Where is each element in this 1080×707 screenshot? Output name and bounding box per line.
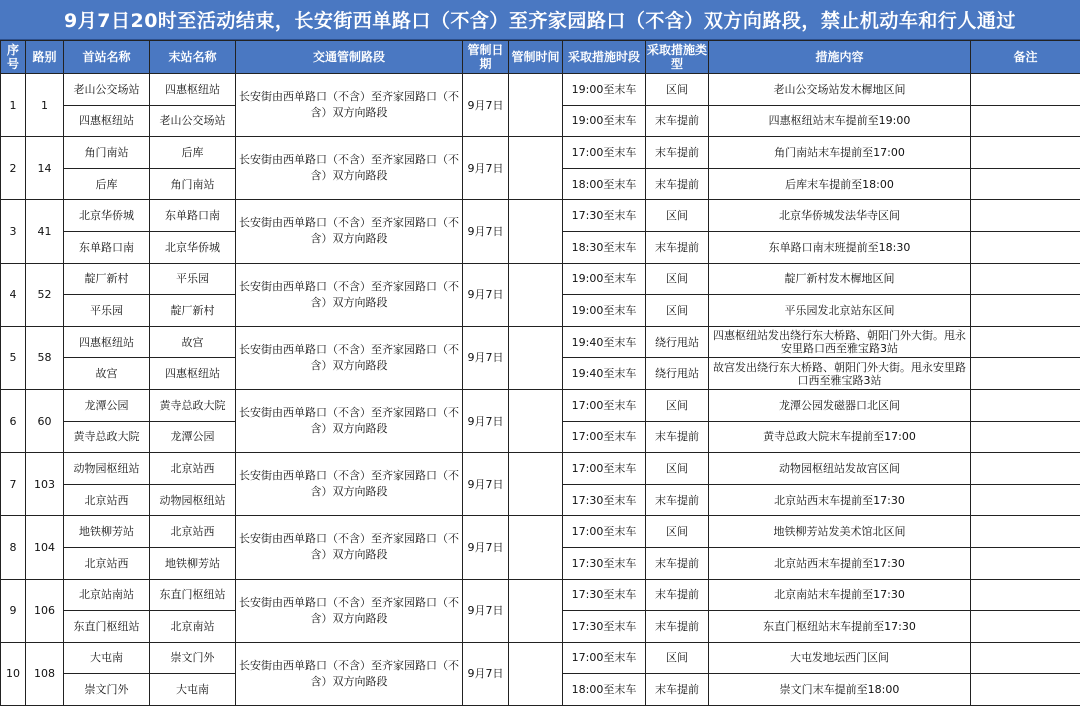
page-title: 9月7日20时至活动结束，长安街西单路口（不含）至齐家园路口（不含）双方向路段，禁止机动车和行人通过 xyxy=(0,0,1080,40)
measure-content-cell: 龙潭公园发磁器口北区间 xyxy=(709,389,971,421)
first-stop-cell: 老山公交场站 xyxy=(64,74,150,106)
control-date-cell: 9月7日 xyxy=(463,326,509,389)
first-stop-cell: 东单路口南 xyxy=(64,231,150,263)
first-stop-cell: 动物园枢纽站 xyxy=(64,453,150,485)
row-number-cell: 3 xyxy=(1,200,26,263)
table-header-row xyxy=(1,41,1080,74)
notes-cell xyxy=(971,389,1080,421)
measure-content-cell: 大屯发地坛西门区间 xyxy=(709,642,971,674)
first-stop-cell: 四惠枢纽站 xyxy=(64,326,150,358)
first-stop-cell: 崇文门外 xyxy=(64,674,150,706)
measure-type-cell: 区间 xyxy=(646,74,709,106)
measure-type-cell: 末车提前 xyxy=(646,168,709,200)
first-stop-cell: 角门南站 xyxy=(64,137,150,169)
control-time-cell xyxy=(509,389,563,452)
control-time-cell xyxy=(509,200,563,263)
last-stop-cell: 崇文门外 xyxy=(150,642,236,674)
route-cell: 1 xyxy=(26,74,64,137)
route-cell: 104 xyxy=(26,516,64,579)
measure-type-cell: 末车提前 xyxy=(646,105,709,137)
first-stop-cell: 四惠枢纽站 xyxy=(64,105,150,137)
notes-cell xyxy=(971,642,1080,674)
control-section-cell: 长安街由西单路口（不含）至齐家园路口（不含）双方向路段 xyxy=(236,137,463,200)
measure-type-cell: 绕行甩站 xyxy=(646,358,709,390)
first-stop-cell: 平乐园 xyxy=(64,295,150,327)
first-stop-cell: 北京站南站 xyxy=(64,579,150,611)
measure-content-cell: 黄寺总政大院末车提前至17:00 xyxy=(709,421,971,453)
control-section-cell: 长安街由西单路口（不含）至齐家园路口（不含）双方向路段 xyxy=(236,74,463,137)
measure-content-cell: 四惠枢纽站发出绕行东大桥路、朝阳门外大街。甩永安里路口西至雅宝路3站 xyxy=(709,326,971,358)
table-row xyxy=(1,642,1080,674)
first-stop-cell: 龙潭公园 xyxy=(64,389,150,421)
measure-content-cell: 东直门枢纽站末车提前至17:30 xyxy=(709,611,971,643)
row-number-cell: 9 xyxy=(1,579,26,642)
header-last-stop: 末站名称 xyxy=(150,41,236,74)
first-stop-cell: 故宫 xyxy=(64,358,150,390)
measure-period-cell: 17:30至末车 xyxy=(563,484,646,516)
header-first-stop: 首站名称 xyxy=(64,41,150,74)
measure-type-cell: 区间 xyxy=(646,516,709,548)
notes-cell xyxy=(971,168,1080,200)
control-date-cell: 9月7日 xyxy=(463,579,509,642)
last-stop-cell: 东直门枢纽站 xyxy=(150,579,236,611)
measure-period-cell: 17:30至末车 xyxy=(563,200,646,232)
table-row xyxy=(1,200,1080,232)
measure-type-cell: 绕行甩站 xyxy=(646,326,709,358)
control-section-cell: 长安街由西单路口（不含）至齐家园路口（不含）双方向路段 xyxy=(236,326,463,389)
measure-period-cell: 19:00至末车 xyxy=(563,74,646,106)
route-cell: 103 xyxy=(26,453,64,516)
last-stop-cell: 北京南站 xyxy=(150,611,236,643)
route-cell: 41 xyxy=(26,200,64,263)
measure-type-cell: 区间 xyxy=(646,295,709,327)
measure-content-cell: 老山公交场站发木樨地区间 xyxy=(709,74,971,106)
measure-period-cell: 17:00至末车 xyxy=(563,137,646,169)
control-date-cell: 9月7日 xyxy=(463,200,509,263)
control-section-cell: 长安街由西单路口（不含）至齐家园路口（不含）双方向路段 xyxy=(236,516,463,579)
control-time-cell xyxy=(509,74,563,137)
notes-cell xyxy=(971,674,1080,706)
control-section-cell: 长安街由西单路口（不含）至齐家园路口（不含）双方向路段 xyxy=(236,579,463,642)
route-cell: 106 xyxy=(26,579,64,642)
measure-type-cell: 末车提前 xyxy=(646,579,709,611)
last-stop-cell: 平乐园 xyxy=(150,263,236,295)
header-measure-type: 采取措施类型 xyxy=(646,41,709,74)
last-stop-cell: 北京站西 xyxy=(150,516,236,548)
last-stop-cell: 地铁柳芳站 xyxy=(150,547,236,579)
notes-cell xyxy=(971,105,1080,137)
measure-type-cell: 区间 xyxy=(646,453,709,485)
control-date-cell: 9月7日 xyxy=(463,642,509,705)
first-stop-cell: 东直门枢纽站 xyxy=(64,611,150,643)
notes-cell xyxy=(971,611,1080,643)
last-stop-cell: 靛厂新村 xyxy=(150,295,236,327)
control-date-cell: 9月7日 xyxy=(463,453,509,516)
control-section-cell: 长安街由西单路口（不含）至齐家园路口（不含）双方向路段 xyxy=(236,200,463,263)
row-number-cell: 8 xyxy=(1,516,26,579)
first-stop-cell: 靛厂新村 xyxy=(64,263,150,295)
notes-cell xyxy=(971,484,1080,516)
measure-type-cell: 末车提前 xyxy=(646,611,709,643)
control-date-cell: 9月7日 xyxy=(463,516,509,579)
measure-period-cell: 17:30至末车 xyxy=(563,611,646,643)
measure-content-cell: 北京站西末车提前至17:30 xyxy=(709,484,971,516)
measure-content-cell: 平乐园发北京站东区间 xyxy=(709,295,971,327)
header-measure-period: 采取措施时段 xyxy=(563,41,646,74)
measure-content-cell: 北京南站末车提前至17:30 xyxy=(709,579,971,611)
control-date-cell: 9月7日 xyxy=(463,137,509,200)
first-stop-cell: 北京站西 xyxy=(64,547,150,579)
control-date-cell: 9月7日 xyxy=(463,263,509,326)
notes-cell xyxy=(971,358,1080,390)
control-section-cell: 长安街由西单路口（不含）至齐家园路口（不含）双方向路段 xyxy=(236,642,463,705)
measure-type-cell: 末车提前 xyxy=(646,547,709,579)
first-stop-cell: 后库 xyxy=(64,168,150,200)
measure-period-cell: 17:30至末车 xyxy=(563,547,646,579)
control-date-cell: 9月7日 xyxy=(463,389,509,452)
header-route: 路别 xyxy=(26,41,64,74)
table-row xyxy=(1,516,1080,548)
table-row xyxy=(1,326,1080,358)
measure-type-cell: 区间 xyxy=(646,642,709,674)
header-control-date: 管制日期 xyxy=(463,41,509,74)
header-no: 序号 xyxy=(1,41,26,74)
header-notes: 备注 xyxy=(971,41,1080,74)
route-cell: 14 xyxy=(26,137,64,200)
measure-period-cell: 17:30至末车 xyxy=(563,579,646,611)
measure-content-cell: 北京华侨城发法华寺区间 xyxy=(709,200,971,232)
measure-period-cell: 18:00至末车 xyxy=(563,674,646,706)
route-cell: 108 xyxy=(26,642,64,705)
control-time-cell xyxy=(509,579,563,642)
control-time-cell xyxy=(509,453,563,516)
measure-period-cell: 19:40至末车 xyxy=(563,358,646,390)
measure-content-cell: 角门南站末车提前至17:00 xyxy=(709,137,971,169)
route-cell: 52 xyxy=(26,263,64,326)
notes-cell xyxy=(971,74,1080,106)
table-row xyxy=(1,579,1080,611)
control-time-cell xyxy=(509,263,563,326)
control-date-cell: 9月7日 xyxy=(463,74,509,137)
notes-cell xyxy=(971,231,1080,263)
measure-content-cell: 故宫发出绕行东大桥路、朝阳门外大街。甩永安里路口西至雅宝路3站 xyxy=(709,358,971,390)
last-stop-cell: 四惠枢纽站 xyxy=(150,358,236,390)
measure-period-cell: 17:00至末车 xyxy=(563,642,646,674)
notes-cell xyxy=(971,326,1080,358)
measure-period-cell: 19:40至末车 xyxy=(563,326,646,358)
measure-content-cell: 后库末车提前至18:00 xyxy=(709,168,971,200)
control-section-cell: 长安街由西单路口（不含）至齐家园路口（不含）双方向路段 xyxy=(236,453,463,516)
measure-content-cell: 崇文门末车提前至18:00 xyxy=(709,674,971,706)
last-stop-cell: 东单路口南 xyxy=(150,200,236,232)
measure-content-cell: 动物园枢纽站发故宫区间 xyxy=(709,453,971,485)
measure-period-cell: 17:00至末车 xyxy=(563,516,646,548)
control-time-cell xyxy=(509,516,563,579)
notes-cell xyxy=(971,516,1080,548)
row-number-cell: 7 xyxy=(1,453,26,516)
table-row xyxy=(1,137,1080,169)
measure-period-cell: 19:00至末车 xyxy=(563,295,646,327)
table-row xyxy=(1,74,1080,106)
control-time-cell xyxy=(509,137,563,200)
row-number-cell: 1 xyxy=(1,74,26,137)
measure-type-cell: 末车提前 xyxy=(646,231,709,263)
table-row xyxy=(1,263,1080,295)
measure-period-cell: 19:00至末车 xyxy=(563,105,646,137)
measure-type-cell: 末车提前 xyxy=(646,137,709,169)
header-measure-content: 措施内容 xyxy=(709,41,971,74)
row-number-cell: 5 xyxy=(1,326,26,389)
notes-cell xyxy=(971,263,1080,295)
measure-period-cell: 17:00至末车 xyxy=(563,389,646,421)
measure-content-cell: 靛厂新村发木樨地区间 xyxy=(709,263,971,295)
measure-type-cell: 末车提前 xyxy=(646,674,709,706)
last-stop-cell: 老山公交场站 xyxy=(150,105,236,137)
route-cell: 58 xyxy=(26,326,64,389)
measure-content-cell: 北京站西末车提前至17:30 xyxy=(709,547,971,579)
measure-type-cell: 区间 xyxy=(646,200,709,232)
traffic-control-table xyxy=(0,40,1080,706)
measure-type-cell: 末车提前 xyxy=(646,421,709,453)
measure-period-cell: 18:00至末车 xyxy=(563,168,646,200)
first-stop-cell: 北京站西 xyxy=(64,484,150,516)
measure-period-cell: 18:30至末车 xyxy=(563,231,646,263)
measure-type-cell: 区间 xyxy=(646,389,709,421)
notes-cell xyxy=(971,579,1080,611)
last-stop-cell: 动物园枢纽站 xyxy=(150,484,236,516)
last-stop-cell: 后库 xyxy=(150,137,236,169)
measure-type-cell: 区间 xyxy=(646,263,709,295)
route-cell: 60 xyxy=(26,389,64,452)
notes-cell xyxy=(971,295,1080,327)
notes-cell xyxy=(971,200,1080,232)
notes-cell xyxy=(971,547,1080,579)
header-control-section: 交通管制路段 xyxy=(236,41,463,74)
measure-content-cell: 地铁柳芳站发美术馆北区间 xyxy=(709,516,971,548)
measure-period-cell: 19:00至末车 xyxy=(563,263,646,295)
first-stop-cell: 北京华侨城 xyxy=(64,200,150,232)
last-stop-cell: 北京华侨城 xyxy=(150,231,236,263)
last-stop-cell: 角门南站 xyxy=(150,168,236,200)
row-number-cell: 4 xyxy=(1,263,26,326)
measure-content-cell: 东单路口南末班提前至18:30 xyxy=(709,231,971,263)
measure-content-cell: 四惠枢纽站末车提前至19:00 xyxy=(709,105,971,137)
last-stop-cell: 大屯南 xyxy=(150,674,236,706)
row-number-cell: 10 xyxy=(1,642,26,705)
last-stop-cell: 龙潭公园 xyxy=(150,421,236,453)
table-row xyxy=(1,453,1080,485)
control-time-cell xyxy=(509,326,563,389)
header-control-time: 管制时间 xyxy=(509,41,563,74)
table-row xyxy=(1,389,1080,421)
measure-period-cell: 17:00至末车 xyxy=(563,421,646,453)
notes-cell xyxy=(971,421,1080,453)
last-stop-cell: 四惠枢纽站 xyxy=(150,74,236,106)
first-stop-cell: 地铁柳芳站 xyxy=(64,516,150,548)
first-stop-cell: 大屯南 xyxy=(64,642,150,674)
measure-type-cell: 末车提前 xyxy=(646,484,709,516)
measure-period-cell: 17:00至末车 xyxy=(563,453,646,485)
first-stop-cell: 黄寺总政大院 xyxy=(64,421,150,453)
row-number-cell: 2 xyxy=(1,137,26,200)
row-number-cell: 6 xyxy=(1,389,26,452)
notes-cell xyxy=(971,453,1080,485)
control-time-cell xyxy=(509,642,563,705)
notes-cell xyxy=(971,137,1080,169)
last-stop-cell: 故宫 xyxy=(150,326,236,358)
control-section-cell: 长安街由西单路口（不含）至齐家园路口（不含）双方向路段 xyxy=(236,389,463,452)
last-stop-cell: 北京站西 xyxy=(150,453,236,485)
last-stop-cell: 黄寺总政大院 xyxy=(150,389,236,421)
control-section-cell: 长安街由西单路口（不含）至齐家园路口（不含）双方向路段 xyxy=(236,263,463,326)
